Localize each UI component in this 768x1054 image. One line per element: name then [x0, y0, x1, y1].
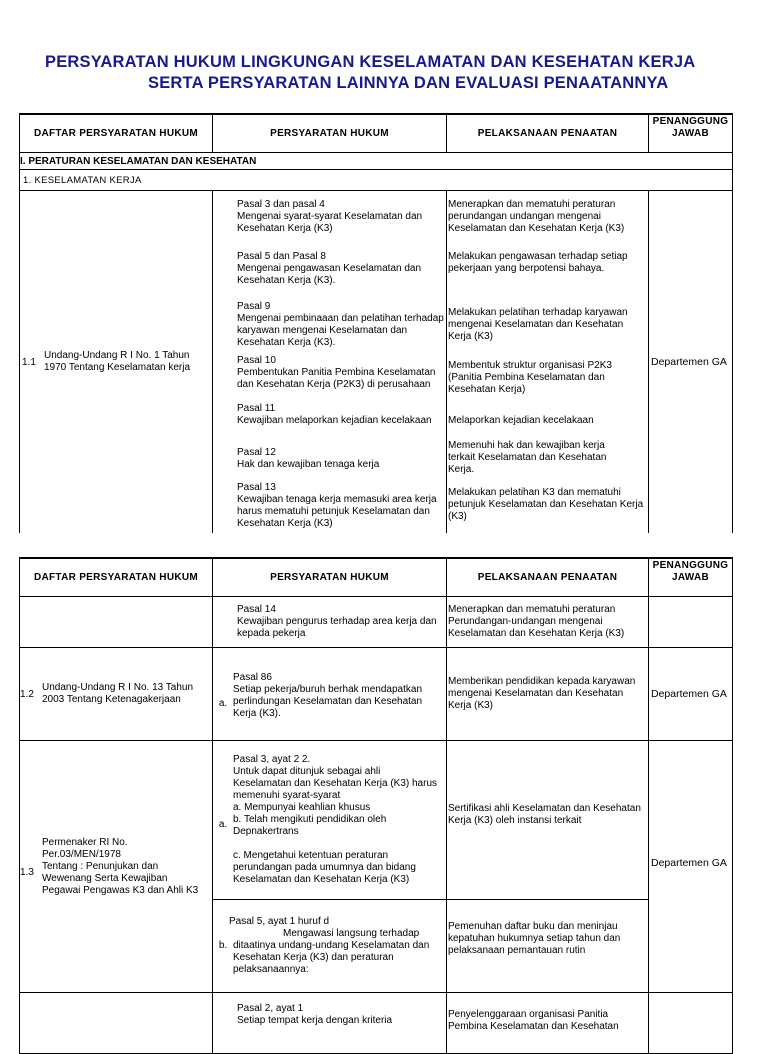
- pelaksanaan-item: Sertifikasi ahli Keselamatan dan Kesehatan Kerja (K3) oleh instansi terkait: [448, 803, 641, 826]
- table-header-row: [20, 558, 733, 597]
- header-penanggung-jawab: [649, 114, 733, 153]
- daftar-cell: [20, 741, 213, 993]
- daftar-cell: [20, 648, 213, 741]
- document-title-line1: PERSYARATAN HUKUM LINGKUNGAN KESELAMATAN DAN KESEHATAN KERJA: [45, 53, 696, 71]
- pelaksanaan-item: Penyelenggaraan organisasi Panitia Pembina Keselamatan dan Kesehatan: [448, 1009, 619, 1032]
- regulation-name: Permenaker RI No. Per.03/MEN/1978 Tentang : Penunjukan dan Wewenang Serta Kewajiban Pegawai Pengawas K3 dan Ahli K3: [42, 836, 199, 896]
- pasal-item: Pasal 13 Kewajiban tenaga kerja memasuki area kerja harus mematuhi petunjuk Keselamatan dan Kesehatan Kerja (K3): [237, 482, 437, 529]
- pelaksanaan-item: Melakukan pelatihan K3 dan mematuhi petunjuk Keselamatan dan Kesehatan Kerja (K3): [448, 487, 644, 522]
- table-row: [20, 191, 733, 534]
- table-header-row: [20, 114, 733, 153]
- penanggung-jawab-cell: Departemen GA: [649, 648, 733, 741]
- pasal-item: Pasal 9 Mengenai pembinaaan dan pelatihan terhadap karyawan mengenai Keselamatan dan Kesehatan Kerja (K3).: [237, 301, 444, 348]
- pelaksanaan-cell: [447, 741, 649, 900]
- header-pelaksanaan: PELAKSANAAN PENAATAN: [447, 114, 649, 153]
- pasal-item: Mengawasi langsung terhadap ditaatinya undang-undang Keselamatan dan Kesehatan Kerja (K3) dan peraturan pelaksanaannya:: [233, 928, 433, 975]
- item-letter: a.: [218, 819, 228, 830]
- pasal-item: Pasal 14 Kewajiban pengurus terhadap area kerja dan kepada pekerja: [237, 604, 437, 639]
- header-daftar: DAFTAR PERSYARATAN HUKUM: [20, 114, 213, 153]
- document-title-line2: SERTA PERSYARATAN LAINNYA DAN EVALUASI PENAATANNYA: [148, 74, 669, 92]
- header-pj-line2: JAWAB: [671, 128, 710, 139]
- pelaksanaan-cell: [447, 993, 649, 1054]
- pelaksanaan-item: Menerapkan dan mematuhi peraturan Perundangan-undangan mengenai Keselamatan dan Kesehatan Kerja (K3): [448, 604, 625, 639]
- pasal-item: Pasal 86 Setiap pekerja/buruh berhak mendapatkan perlindungan Keselamatan dan Kesehatan Kerja (K3).: [233, 672, 423, 719]
- row-number: 1.3: [20, 867, 34, 878]
- penanggung-jawab-cell: [649, 993, 733, 1054]
- daftar-cell: [20, 597, 213, 648]
- header-daftar: DAFTAR PERSYARATAN HUKUM: [20, 558, 213, 597]
- persyaratan-cell: [213, 648, 447, 741]
- pelaksanaan-item: Memberikan pendidikan kepada karyawan mengenai Keselamatan dan Kesehatan Kerja (K3): [448, 676, 636, 711]
- pasal-item: Pasal 3 dan pasal 4 Mengenai syarat-syarat Keselamatan dan Kesehatan Kerja (K3): [237, 199, 423, 234]
- subsection-row: [20, 170, 733, 191]
- pasal-head: Pasal 5, ayat 1 huruf d: [229, 916, 330, 927]
- pelaksanaan-item: Membentuk struktur organisasi P2K3 (Panitia Pembina Keselamatan dan Kesehatan Kerja): [448, 360, 612, 395]
- header-pj-line1: PENANGGUNG: [652, 116, 729, 127]
- item-letter: a.: [218, 698, 228, 709]
- pelaksanaan-item: Pemenuhan daftar buku dan meninjau kepatuhan hukumnya setiap tahun dan pelaksanaan pemantauan rutin: [448, 921, 621, 956]
- pasal-item: Pasal 11 Kewajiban melaporkan kejadian kecelakaan: [237, 403, 432, 426]
- penanggung-jawab-cell: [649, 597, 733, 648]
- header-persyaratan: PERSYARATAN HUKUM: [213, 558, 447, 597]
- pasal-item: Pasal 2, ayat 1 Setiap tempat kerja dengan kriteria: [237, 1003, 393, 1026]
- header-pj-line1: PENANGGUNG: [652, 560, 729, 571]
- pelaksanaan-item: Menerapkan dan mematuhi peraturan perundangan undangan mengenai Keselamatan dan Kesehatan Kerja (K3): [448, 199, 625, 234]
- pelaksanaan-item: Melakukan pengawasan terhadap setiap pekerjaan yang berpotensi bahaya.: [448, 251, 628, 274]
- persyaratan-cell: [213, 191, 447, 534]
- pelaksanaan-cell: [447, 191, 649, 534]
- table-row: [20, 741, 733, 900]
- pelaksanaan-cell: [447, 900, 649, 993]
- daftar-cell: [20, 191, 213, 534]
- pelaksanaan-cell: [447, 597, 649, 648]
- subsection-title: 1. KESELAMATAN KERJA: [20, 170, 733, 191]
- table-row: [20, 648, 733, 741]
- pasal-item: Pasal 5 dan Pasal 8 Mengenai pengawasan Keselamatan dan Kesehatan Kerja (K3).: [237, 251, 422, 286]
- table-row: [20, 993, 733, 1054]
- pasal-item: Pasal 10 Pembentukan Panitia Pembina Keselamatan dan Kesehatan Kerja (P2K3) di perusahaan: [237, 355, 436, 390]
- persyaratan-cell: [213, 900, 447, 993]
- pelaksanaan-item: Melaporkan kejadian kecelakaan: [448, 415, 594, 426]
- header-pj-line2: JAWAB: [671, 572, 710, 583]
- header-persyaratan: PERSYARATAN HUKUM: [213, 114, 447, 153]
- penanggung-jawab-cell: [649, 741, 733, 993]
- regulation-name: Undang-Undang R I No. 13 Tahun 2003 Tentang Ketenagakerjaan: [42, 682, 194, 705]
- regulation-name: Undang-Undang R I No. 1 Tahun 1970 Tentang Keselamatan kerja: [44, 350, 191, 373]
- requirements-table-2: [19, 557, 733, 1054]
- table-row: [20, 597, 733, 648]
- section-row: [20, 153, 733, 170]
- pelaksanaan-cell: [447, 648, 649, 741]
- penanggung-jawab-cell: Departemen GA: [649, 191, 733, 534]
- pelaksanaan-item: Memenuhi hak dan kewajiban kerja terkait Keselamatan dan Kesehatan Kerja.: [448, 440, 607, 475]
- requirements-table-1: [19, 113, 733, 533]
- row-number: 1.2: [20, 688, 34, 700]
- row-number: 1.1: [22, 356, 36, 368]
- header-pelaksanaan: PELAKSANAAN PENAATAN: [447, 558, 649, 597]
- item-letter: b.: [218, 940, 228, 951]
- persyaratan-cell: [213, 597, 447, 648]
- persyaratan-cell: [213, 993, 447, 1054]
- persyaratan-cell: [213, 741, 447, 900]
- section-title: I. PERATURAN KESELAMATAN DAN KESEHATAN: [20, 153, 733, 170]
- penanggung-jawab-value: Departemen GA: [651, 857, 727, 869]
- header-penanggung-jawab: [649, 558, 733, 597]
- pelaksanaan-item: Melakukan pelatihan terhadap karyawan mengenai Keselamatan dan Kesehatan Kerja (K3): [448, 307, 628, 342]
- pasal-item: Pasal 3, ayat 2 2. Untuk dapat ditunjuk sebagai ahli Keselamatan dan Kesehatan Kerja (K3) harus memenuhi syarat-syarat a. Mempunyai keahlian khusus b. Telah mengikuti pendidikan oleh Depnakertrans c. Mengetahui ketentuan peraturan perundangan pada umumnya dan bidang Keselamatan dan Kesehatan Kerja (K3): [233, 754, 438, 885]
- pasal-item: Pasal 12 Hak dan kewajiban tenaga kerja: [237, 447, 380, 470]
- daftar-cell: [20, 993, 213, 1054]
